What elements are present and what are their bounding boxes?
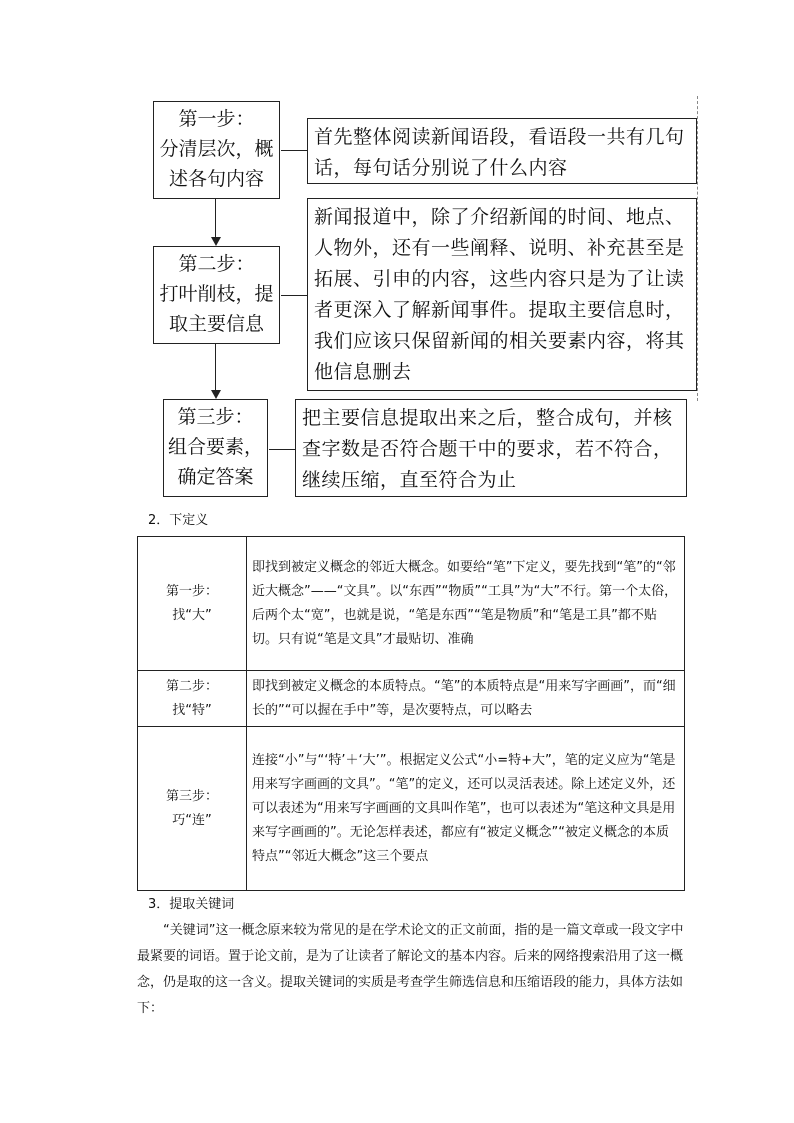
definition-table [137, 536, 685, 891]
flow-step-3-text: 把主要信息提取出来之后，整合成句，并核查字数是否符合题干中的要求，若不符合，继续压缩，直至符合为止 [295, 399, 687, 497]
table-step-cell [138, 727, 247, 891]
flow-arrow-1-head [211, 237, 221, 246]
flow-step-2-box [153, 246, 280, 344]
table-step-cell [138, 671, 247, 727]
table-row [138, 727, 685, 891]
flow-step-3-label: 第三步： [177, 406, 254, 428]
section-3-paragraph: “关键词”这一概念原来较为常见的是在学术论文的正文前面，指的是一篇文章或一段文字中最紧要的词语。置于论文前，是为了让读者了解论文的基本内容。后来的网络搜索沿用了这一概念，仍是取的这一含义。提取关键词的实质是考查学生筛选信息和压缩语段的能力，具体方法如下： [137, 923, 684, 1016]
table-step-name: 巧“连” [172, 812, 212, 828]
flow-step-3-box [163, 399, 268, 497]
section-2-heading: 2．下定义 [148, 513, 209, 528]
table-step-name: 找“特” [172, 702, 212, 718]
flow-connector-1 [281, 150, 307, 151]
table-row [138, 537, 685, 671]
table-step-label: 第二步： [165, 678, 218, 694]
flow-step-1-text: 首先整体阅读新闻语段，看语段一共有几句话，每句话分别说了什么内容 [307, 118, 697, 184]
flow-step-1-line1: 分清层次，概 [159, 138, 274, 160]
table-step-label: 第一步： [165, 583, 218, 599]
flow-step-2-line2: 取主要信息 [168, 313, 264, 335]
flow-step-2-line1: 打叶削枝，提 [159, 283, 274, 305]
flow-step-3-line1: 组合要素， [167, 436, 263, 458]
flow-step-1-label: 第一步： [178, 108, 255, 130]
table-desc-cell: 连接“小”与“‘特’＋‘大’”。根据定义公式“小=特+大”，笔的定义应为“笔是用来写字画画的文具”。“笔”的定义，还可以灵活表述。除上述定义外，还可以表述为“用来写字画画的文具叫作笔”，也可以表述为“笔这种文具是用来写字画画的”。无论怎样表述，都应有“被定义概念”“被定义概念的本质特点”“邻近大概念”这三个要点 [247, 727, 685, 891]
flow-arrow-1-line [215, 199, 216, 237]
section-3-heading: 3．提取关键词 [148, 897, 235, 912]
flow-connector-3 [269, 449, 295, 450]
table-row [138, 671, 685, 727]
margin-dotted-line [697, 96, 698, 401]
flow-step-2-text: 新闻报道中，除了介绍新闻的时间、地点、人物外，还有一些阐释、说明、补充甚至是拓展、引申的内容，这些内容只是为了让读者更深入了解新闻事件。提取主要信息时，我们应该只保留新闻的相关要素内容，将其他信息删去 [307, 198, 697, 391]
table-desc-cell: 即找到被定义概念的邻近大概念。如要给“笔”下定义，要先找到“笔”的“邻近大概念”——“文具”。以“东西”“物质”“工具”为“大”不行。第一个太俗，后两个太“宽”，也就是说，“笔是东西”“笔是物质”和“笔是工具”都不贴切。只有说“笔是文具”才最贴切、准确 [247, 537, 685, 671]
flow-arrow-2-line [215, 344, 216, 390]
table-step-name: 找“大” [172, 607, 212, 623]
flow-step-1-line2: 述各句内容 [168, 168, 264, 190]
flow-step-1-box [153, 101, 280, 199]
flow-step-3-line2: 确定答案 [177, 466, 254, 488]
flow-arrow-2-head [211, 390, 221, 399]
table-step-label: 第三步： [165, 788, 218, 804]
flow-connector-2 [281, 295, 307, 296]
table-desc-cell: 即找到被定义概念的本质特点。“笔”的本质特点是“用来写字画画”，而“细长的”“可以握在手中”等，是次要特点，可以略去 [247, 671, 685, 727]
table-step-cell [138, 537, 247, 671]
flow-step-2-label: 第二步： [178, 253, 255, 275]
